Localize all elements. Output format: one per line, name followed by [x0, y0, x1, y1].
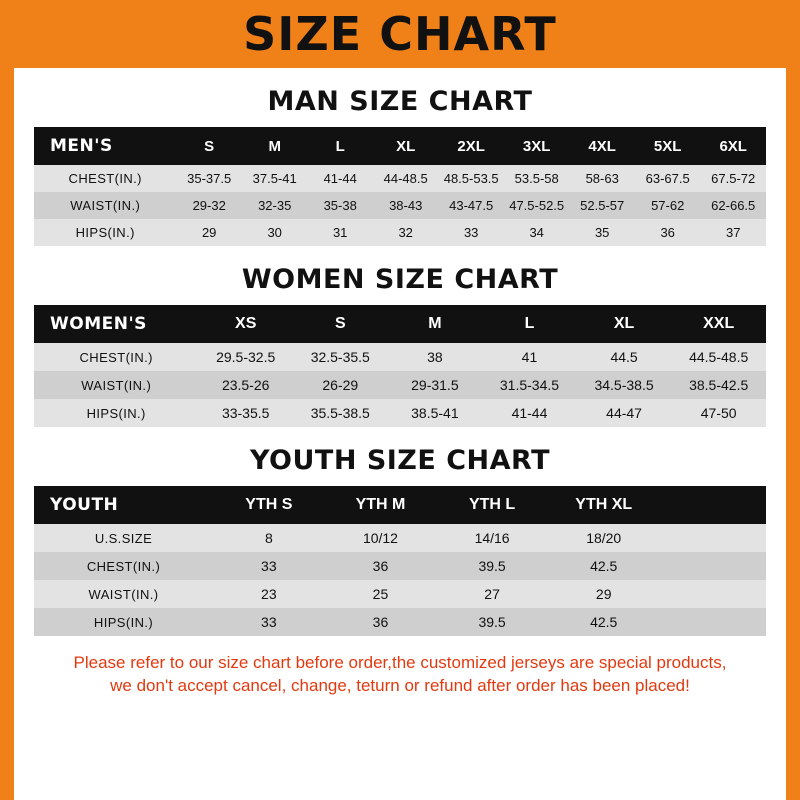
cell: 35: [594, 225, 610, 240]
women-size-table: [34, 305, 766, 427]
header-cell-6xl: 6XL: [719, 137, 747, 155]
footer-note: [44, 652, 756, 698]
cell: 34: [529, 225, 544, 240]
table-row: [34, 165, 766, 192]
table-row: [34, 219, 766, 246]
header-cell-label: YOUTH: [50, 495, 119, 515]
cell: 41-44: [511, 405, 548, 421]
cell: 38-43: [389, 198, 423, 213]
section-man: [34, 86, 766, 246]
cell: 33: [261, 614, 277, 630]
cell: 41-44: [323, 171, 357, 186]
table-row: [34, 399, 766, 427]
cell: 29: [595, 586, 612, 602]
header-cell-5xl: 5XL: [653, 137, 682, 155]
cell: 39.5: [478, 614, 506, 630]
banner: [0, 0, 800, 68]
man-size-table: [34, 127, 766, 246]
row-label-hips: HIPS(IN.): [86, 405, 146, 421]
table-row: [34, 192, 766, 219]
cell: 44.5: [610, 349, 638, 365]
cell: 44-47: [606, 405, 642, 421]
cell: 32.5-35.5: [310, 349, 370, 365]
cell: 35-38: [323, 198, 357, 213]
cell: 23: [261, 586, 277, 602]
footer-note-line-2: we don't accept cancel, change, teturn or refund after order has been placed!: [110, 675, 690, 695]
header-cell-3xl: 3XL: [522, 137, 551, 155]
cell: 52.5-57: [580, 198, 625, 213]
row-label-us-size: U.S.SIZE: [94, 530, 153, 546]
cell: 38.5-42.5: [689, 377, 749, 393]
table-row: [34, 524, 766, 552]
header-cell-yth-m: YTH M: [355, 496, 406, 513]
table-row: [34, 343, 766, 371]
cell: 10/12: [362, 530, 398, 546]
row-label-chest: CHEST(IN.): [86, 558, 161, 574]
table-row: [34, 580, 766, 608]
header-cell-s: S: [204, 137, 215, 155]
cell: 18/20: [586, 530, 622, 546]
cell: 35-37.5: [187, 171, 232, 186]
cell: 36: [660, 225, 675, 240]
header-cell-s: S: [334, 315, 346, 332]
cell: 29-31.5: [411, 377, 459, 393]
cell: 58-63: [585, 171, 619, 186]
cell: 36: [372, 558, 389, 574]
cell: 31.5-34.5: [499, 377, 560, 393]
row-label-waist: WAIST(IN.): [81, 377, 152, 393]
cell: 38.5-41: [411, 405, 459, 421]
table-header-row: [34, 127, 766, 165]
cell: 37.5-41: [252, 171, 297, 186]
header-cell-yth-xl: YTH XL: [575, 496, 633, 513]
table-header-row: [34, 486, 766, 524]
cell-spacer: [660, 580, 766, 608]
cell: 32-35: [258, 198, 292, 213]
cell: 33-35.5: [221, 405, 270, 421]
row-label-hips: HIPS(IN.): [75, 225, 135, 240]
header-cell-label: MEN'S: [50, 136, 113, 156]
table-row: [34, 371, 766, 399]
cell: 39.5: [478, 558, 506, 574]
cell: 35.5-38.5: [310, 405, 370, 421]
cell: 44.5-48.5: [689, 349, 749, 365]
cell: 26-29: [322, 377, 359, 393]
header-cell-m: M: [428, 315, 442, 332]
cell: 48.5-53.5: [443, 171, 499, 186]
header-cell-4xl: 4XL: [588, 137, 616, 155]
cell: 29.5-32.5: [216, 349, 276, 365]
header-cell-xl: XL: [396, 137, 416, 155]
cell: 32: [398, 225, 413, 240]
header-cell-l: L: [524, 315, 535, 332]
cell: 62-66.5: [711, 198, 756, 213]
header-cell-m: M: [268, 137, 281, 155]
cell: 47.5-52.5: [509, 198, 565, 213]
cell: 53.5-58: [514, 171, 559, 186]
table-row: [34, 608, 766, 636]
cell: 42.5: [590, 558, 618, 574]
header-cell-xl: XL: [613, 315, 635, 332]
cell: 33: [261, 558, 277, 574]
section-youth: [34, 445, 766, 636]
cell: 41: [521, 349, 538, 365]
cell: 36: [372, 614, 389, 630]
cell: 33: [463, 225, 479, 240]
header-cell-xs: XS: [235, 315, 257, 332]
section-women: [34, 264, 766, 427]
content: [14, 86, 786, 698]
cell: 34.5-38.5: [594, 377, 654, 393]
cell: 30: [267, 225, 282, 240]
cell: 29: [201, 225, 217, 240]
section-title-youth: YOUTH SIZE CHART: [249, 445, 551, 476]
cell: 57-62: [651, 198, 685, 213]
cell: 25: [372, 586, 389, 602]
cell: 8: [264, 530, 273, 546]
cell: 29-32: [192, 198, 226, 213]
table-row: [34, 552, 766, 580]
cell: 42.5: [590, 614, 618, 630]
table-header-row: [34, 305, 766, 343]
cell: 43-47.5: [449, 198, 494, 213]
header-cell-yth-l: YTH L: [468, 496, 516, 513]
page-title: SIZE CHART: [243, 7, 557, 61]
cell-spacer: [660, 608, 766, 636]
row-label-chest: CHEST(IN.): [79, 349, 153, 365]
cell-spacer: [660, 524, 766, 552]
header-cell-2xl: 2XL: [457, 137, 485, 155]
cell: 67.5-72: [711, 171, 756, 186]
cell: 14/16: [474, 530, 510, 546]
cell: 44-48.5: [383, 171, 428, 186]
cell: 47-50: [700, 405, 737, 421]
row-label-chest: CHEST(IN.): [68, 171, 142, 186]
youth-size-table: [34, 486, 766, 636]
header-cell-label: WOMEN'S: [50, 314, 147, 334]
header-cell-yth-s: YTH S: [245, 496, 293, 513]
header-cell-l: L: [335, 137, 345, 155]
header-cell-spacer: [660, 486, 766, 524]
cell: 63-67.5: [645, 171, 690, 186]
cell: 31: [332, 225, 348, 240]
section-title-women: WOMEN SIZE CHART: [241, 264, 559, 295]
cell-spacer: [660, 552, 766, 580]
cell: 38: [427, 349, 443, 365]
cell: 37: [725, 225, 741, 240]
header-cell-xxl: XXL: [703, 315, 735, 332]
row-label-hips: HIPS(IN.): [93, 614, 154, 630]
section-title-man: MAN SIZE CHART: [267, 86, 533, 117]
cell: 27: [484, 586, 500, 602]
footer-note-line-1: Please refer to our size chart before order,the customized jerseys are special products,: [73, 653, 727, 672]
cell: 23.5-26: [221, 377, 270, 393]
row-label-waist: WAIST(IN.): [70, 198, 141, 213]
row-label-waist: WAIST(IN.): [88, 586, 159, 602]
